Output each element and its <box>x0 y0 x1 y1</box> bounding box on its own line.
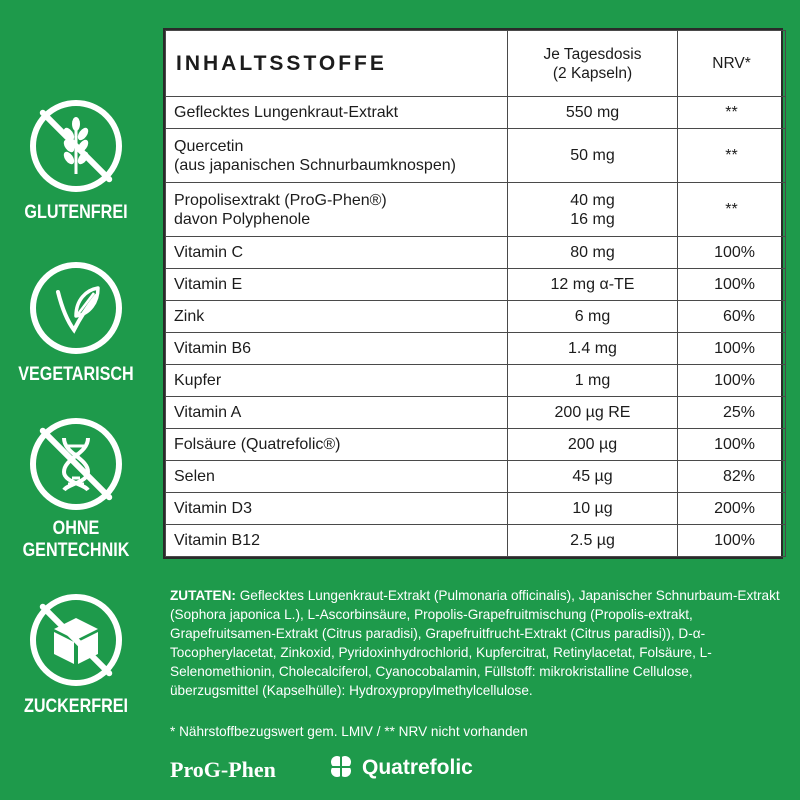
dose-header <box>508 31 678 97</box>
ingredient-nrv: 100% <box>678 333 786 365</box>
ingredient-dose: 6 mg <box>508 301 678 333</box>
ingredient-nrv: 60% <box>678 301 786 333</box>
ingredient-nrv: ** <box>678 129 786 183</box>
dose-header-line1: Je Tagesdosis <box>543 45 642 63</box>
ingredient-dose: 45 µg <box>508 461 678 493</box>
ingredient-dose: 12 mg α-TE <box>508 269 678 301</box>
vegetarian-label: VEGETARISCH <box>18 364 134 385</box>
table-row <box>166 97 786 129</box>
ingredient-nrv: 100% <box>678 269 786 301</box>
ingredient-name: Folsäure (Quatrefolic®) <box>166 429 508 461</box>
ingredient-name: Geflecktes Lungenkraut-Extrakt <box>166 97 508 129</box>
ingredient-nrv: 200% <box>678 493 786 525</box>
gmo-free-label-line1: OHNE <box>52 518 100 539</box>
ingredient-dose: 10 µg <box>508 493 678 525</box>
table-row <box>166 493 786 525</box>
glutenfree-badge <box>0 100 152 224</box>
sugar-free-circle <box>30 594 122 686</box>
ingredient-name: Vitamin C <box>166 237 508 269</box>
progphen-logo: ProG-Phen <box>170 757 276 782</box>
ingredient-dose-line2: 16 mg <box>570 210 615 228</box>
ingredient-nrv: 100% <box>678 525 786 557</box>
table-row <box>166 429 786 461</box>
table-header-row <box>166 31 786 97</box>
ingredient-dose: 200 µg <box>508 429 678 461</box>
footnote: * Nährstoffbezugswert gem. LMIV / ** NRV nicht vorhanden <box>170 724 528 739</box>
table-row <box>166 301 786 333</box>
gmo-free-label-line2: GENTECHNIK <box>22 540 130 561</box>
ingredient-dose: 80 mg <box>508 237 678 269</box>
table-row <box>166 397 786 429</box>
ingredient-dose: 550 mg <box>508 97 678 129</box>
ingredients-text <box>170 586 782 700</box>
table-row <box>166 365 786 397</box>
ingredient-nrv: 100% <box>678 429 786 461</box>
ingredient-name-line1: Propolisextrakt (ProG-Phen®) <box>174 191 387 209</box>
ingredient-dose: 200 µg RE <box>508 397 678 429</box>
table-row <box>166 333 786 365</box>
ingredient-name <box>166 129 508 183</box>
dose-header-line2: (2 Kapseln) <box>552 64 633 82</box>
ingredient-nrv: 100% <box>678 237 786 269</box>
sugar-free-badge <box>0 594 152 718</box>
vegetarian-badge <box>0 262 152 386</box>
ingredient-dose: 2.5 µg <box>508 525 678 557</box>
ingredient-dose <box>508 183 678 237</box>
ingredient-nrv: 82% <box>678 461 786 493</box>
ingredient-name-line2: davon Polyphenole <box>174 210 311 228</box>
ingredients-body: Geflecktes Lungenkraut-Extrakt (Pulmonaria officinalis), Japanischer Schnurbaum-Extrakt (Sophora japonica L.), L-Ascorbinsäure, Propolis-Grapefruitmischung (Propolis-extrakt, Grapefruitsamen-Extrakt (Citrus paradisi), Grapefruitfrucht-Extrakt (Citrus paradisi)), D-α-Tocopherylacetat, Zinkoxid, Pyridoxinhydrochlorid, Kupfercitrat, Retinylacetat, Folsäure, L-Selenomethionin, Cholecalciferol, Cyanocobalamin, Füllstoff: mikrokristalline Cellulose, überzugsmittel (Kapselhülle): Hydroxypropylmethylcellulose. <box>170 588 780 698</box>
table-row <box>166 525 786 557</box>
leaf-icon <box>46 278 106 338</box>
nrv-header: NRV* <box>678 31 786 97</box>
ingredient-name <box>166 183 508 237</box>
table-row <box>166 461 786 493</box>
ingredients-lead: ZUTATEN: <box>170 588 236 603</box>
quatrefolic-text: Quatrefolic <box>362 756 473 779</box>
gmo-free-label <box>11 518 140 562</box>
table-title: INHALTSSTOFFE <box>166 31 508 97</box>
sugar-free-label: ZUCKERFREI <box>23 696 129 717</box>
table-row <box>166 183 786 237</box>
glutenfree-circle <box>30 100 122 192</box>
ingredient-name: Zink <box>166 301 508 333</box>
ingredient-name: Vitamin E <box>166 269 508 301</box>
gmo-free-circle <box>30 418 122 510</box>
ingredient-name: Selen <box>166 461 508 493</box>
ingredient-dose: 1.4 mg <box>508 333 678 365</box>
ingredient-name-line1: Quercetin <box>174 137 244 155</box>
table-row <box>166 269 786 301</box>
vegetarian-circle <box>30 262 122 354</box>
ingredient-nrv: 25% <box>678 397 786 429</box>
glutenfree-label: GLUTENFREI <box>24 202 128 223</box>
ingredient-name: Vitamin B6 <box>166 333 508 365</box>
clover-icon <box>326 753 356 783</box>
ingredient-nrv: 100% <box>678 365 786 397</box>
ingredient-name: Vitamin D3 <box>166 493 508 525</box>
ingredient-dose: 50 mg <box>508 129 678 183</box>
ingredient-nrv: ** <box>678 97 786 129</box>
ingredient-name: Vitamin B12 <box>166 525 508 557</box>
gmo-free-badge <box>0 418 152 562</box>
ingredient-name-line2: (aus japanischen Schnurbaumknospen) <box>174 156 456 174</box>
ingredient-nrv: ** <box>678 183 786 237</box>
ingredient-name: Kupfer <box>166 365 508 397</box>
ingredient-dose-line1: 40 mg <box>570 191 615 209</box>
ingredient-dose: 1 mg <box>508 365 678 397</box>
ingredient-name: Vitamin A <box>166 397 508 429</box>
table-row <box>166 129 786 183</box>
table-row <box>166 237 786 269</box>
nutrition-table <box>163 28 783 559</box>
quatrefolic-logo <box>326 753 473 783</box>
